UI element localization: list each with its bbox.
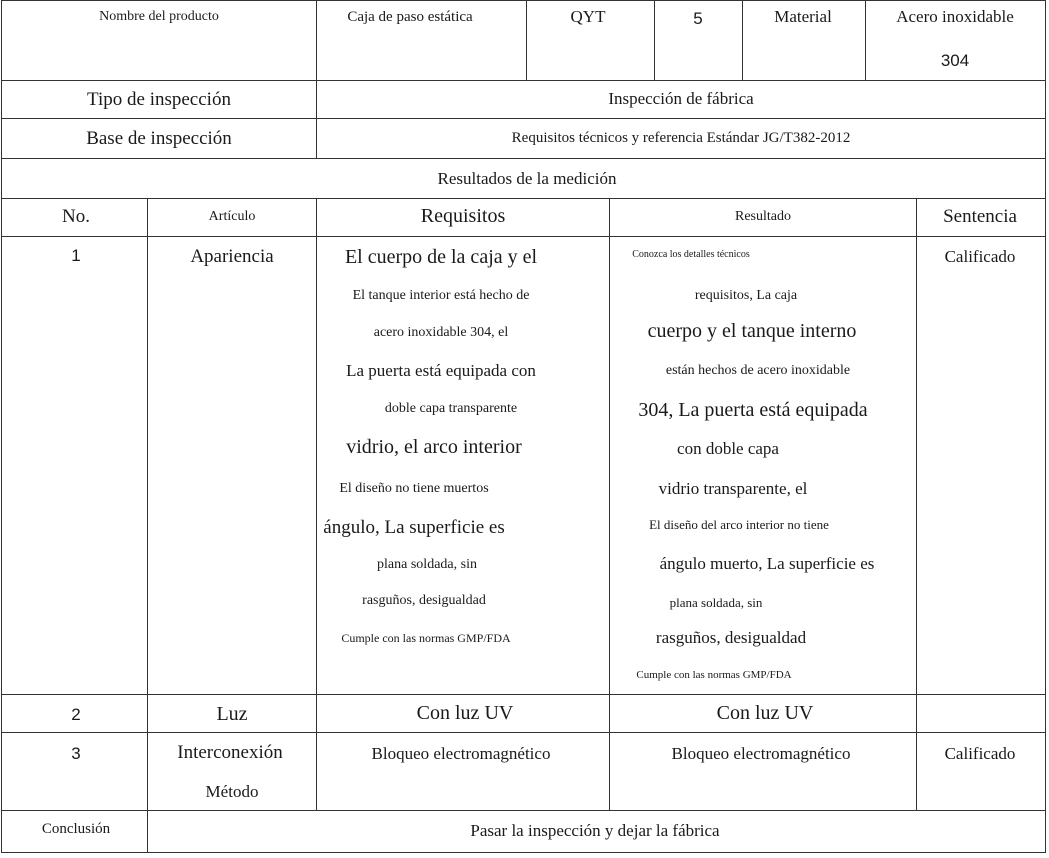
- requirement-line: vidrio, el arco interior: [346, 436, 522, 458]
- result-line: vidrio transparente, el: [658, 479, 808, 498]
- column-item: Artículo: [208, 209, 256, 224]
- rule: [1, 198, 1046, 199]
- requirement-line: ángulo, La superficie es: [323, 517, 505, 538]
- inspection-type-value: Inspección de fábrica: [608, 89, 754, 108]
- rule: [1, 694, 1046, 695]
- requirement-line: acero inoxidable 304, el: [373, 325, 509, 340]
- rule: [1, 0, 1046, 1]
- requirement-line: plana soldada, sin: [377, 557, 477, 572]
- result-line: 304, La puerta está equipada: [638, 399, 868, 421]
- row-result: Con luz UV: [716, 702, 814, 724]
- inspection-basis-value: Requisitos técnicos y referencia Estándar JG/T382-2012: [511, 130, 851, 146]
- rule: [865, 0, 866, 80]
- row-verdict: Calificado: [944, 744, 1016, 763]
- row-item: Luz: [216, 703, 248, 725]
- rule: [916, 198, 917, 810]
- result-line: rasguños, desigualdad: [655, 628, 807, 647]
- row-requirement: Con luz UV: [416, 702, 514, 724]
- column-no: No.: [62, 206, 90, 227]
- row-requirement: Bloqueo electromagnético: [371, 744, 551, 763]
- requirement-line: La puerta está equipada con: [346, 361, 536, 380]
- row-result: Bloqueo electromagnético: [671, 744, 851, 763]
- inspection-type-label: Tipo de inspección: [87, 89, 231, 110]
- rule: [147, 198, 148, 853]
- rule: [526, 0, 527, 80]
- row-number: 2: [71, 705, 81, 724]
- rule: [1, 80, 1046, 81]
- row-item: Apariencia: [190, 246, 274, 267]
- row-item: Interconexión: [177, 742, 283, 763]
- column-verdict: Sentencia: [943, 206, 1017, 227]
- result-line: El diseño del arco interior no tiene: [649, 517, 829, 532]
- result-line: con doble capa: [677, 439, 779, 458]
- rule: [1, 0, 2, 853]
- result-line: cuerpo y el tanque interno: [647, 320, 857, 342]
- requirement-line: Cumple con las normas GMP/FDA: [341, 631, 511, 645]
- requirement-line: El tanque interior está hecho de: [352, 288, 530, 303]
- rule: [316, 198, 317, 810]
- requirement-line: El diseño no tiene muertos: [339, 481, 489, 496]
- result-line: plana soldada, sin: [669, 595, 763, 610]
- requirement-line: El cuerpo de la caja y el: [344, 246, 538, 268]
- column-result: Resultado: [735, 209, 791, 224]
- rule: [654, 0, 655, 80]
- rule: [1, 810, 1046, 811]
- result-line: Cumple con las normas GMP/FDA: [636, 669, 792, 681]
- column-requirements: Requisitos: [420, 205, 506, 227]
- result-line: Conozca los detalles técnicos: [632, 249, 750, 260]
- result-line: requisitos, La caja: [694, 288, 798, 303]
- material-value-grade: 304: [940, 51, 970, 70]
- rule: [1, 158, 1046, 159]
- product-label: Nombre del producto: [99, 9, 219, 24]
- row-number: 1: [71, 246, 81, 265]
- rule: [316, 0, 317, 158]
- rule: [609, 198, 610, 810]
- rule: [742, 0, 743, 80]
- rule: [1, 732, 1046, 733]
- qty-value: 5: [693, 9, 703, 28]
- requirement-line: rasguños, desigualdad: [362, 593, 486, 608]
- inspection-basis-label: Base de inspección: [86, 128, 232, 149]
- qty-label: QYT: [570, 7, 606, 26]
- row-item-continued: Método: [205, 782, 259, 801]
- result-line: están hechos de acero inoxidable: [665, 363, 851, 378]
- rule: [1045, 0, 1046, 853]
- conclusion-label: Conclusión: [41, 821, 111, 837]
- requirement-line: doble capa transparente: [384, 401, 518, 416]
- result-line: ángulo muerto, La superficie es: [659, 554, 875, 573]
- rule: [1, 236, 1046, 237]
- product-name: Caja de paso estática: [347, 9, 473, 25]
- rule: [1, 118, 1046, 119]
- row-verdict: Calificado: [944, 247, 1016, 266]
- row-number: 3: [71, 744, 81, 763]
- rule: [1, 852, 1046, 853]
- results-title: Resultados de la medición: [437, 169, 617, 188]
- conclusion-value: Pasar la inspección y dejar la fábrica: [470, 821, 720, 840]
- material-value: Acero inoxidable: [896, 7, 1014, 26]
- material-label: Material: [774, 7, 832, 26]
